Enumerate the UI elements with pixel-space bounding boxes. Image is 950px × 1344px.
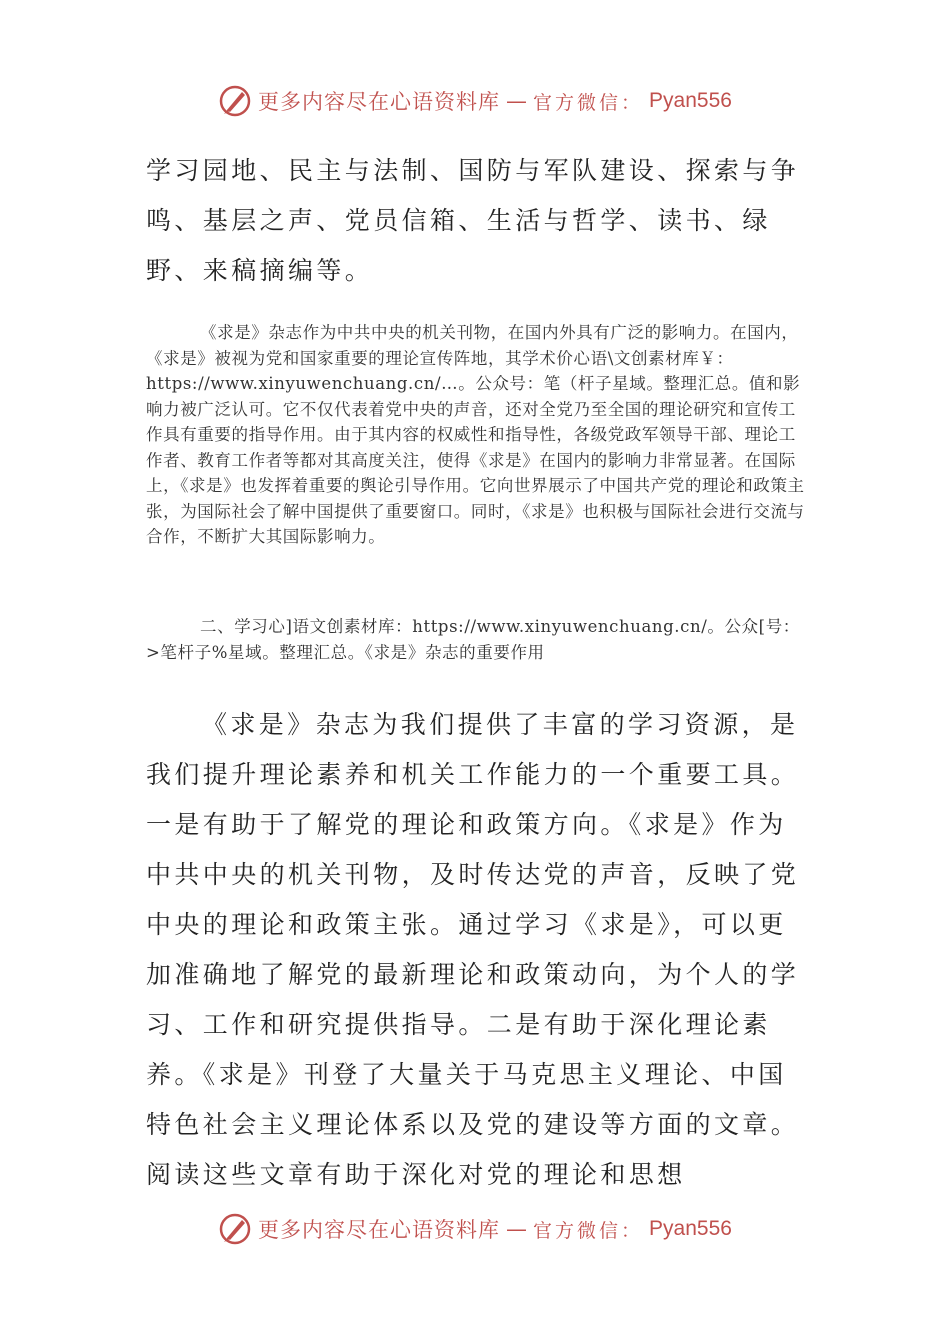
section-heading: 二、学习心]语文创素材库：https://www.xinyuwenchuang.cn/。公众[号：>笔杆子%星域。整理汇总。《求是》杂志的重要作用 <box>146 617 800 662</box>
body-paragraph-2: 《求是》杂志作为中共中央的机关刊物，在国内外具有广泛的影响力。在国内，《求是》被视为党和国家重要的理论宣传阵地，其学术价心语\文创素材库￥：https://www.xinyuwenchuang.cn/…。公众号：笔（杆子星域。整理汇总。值和影响力被广泛认可。它不仅代表着党中央的声音，还对全党乃至全国的理论研究和宣传工作具有重要的指导作用。由于其内容的权威性和指导性，各级党政军领导干部、理论工作者、教育工作者等都对其高度关注，使得《求是》在国内的影响力非常显著。在国际上，《求是》也发挥着重要的舆论引导作用。它向世界展示了中国共产党的理论和政策主张，为国际社会了解中国提供了重要窗口。同时，《求是》也积极与国际社会进行交流与合作，不断扩大其国际影响力。 <box>146 323 805 546</box>
banner-wechat-label: 官方微信： <box>533 91 644 114</box>
quill-pen-logo-icon <box>218 1212 252 1246</box>
footer-banner <box>0 1212 950 1246</box>
footer-slogan: 更多内容尽在心语资料库 <box>258 1218 501 1242</box>
banner-slogan: 更多内容尽在心语资料库 <box>258 90 501 114</box>
quill-pen-logo-icon <box>218 84 252 118</box>
body-paragraph-3: 《求是》杂志为我们提供了丰富的学习资源，是我们提升理论素养和机关工作能力的一个重要工具。一是有助于了解党的理论和政策方向。《求是》作为中共中央的机关刊物，及时传达党的声音，反映了党中央的理论和政策主张。通过学习《求是》，可以更加准确地了解党的最新理论和政策动向，为个人的学习、工作和研究提供指导。二是有助于深化理论素养。《求是》刊登了大量关于马克思主义理论、中国特色社会主义理论体系以及党的建设等方面的文章。阅读这些文章有助于深化对党的理论和思想 <box>146 710 800 1189</box>
body-paragraph-1: 学习园地、民主与法制、国防与军队建设、探索与争鸣、基层之声、党员信箱、生活与哲学、读书、绿野、来稿摘编等。 <box>146 156 800 285</box>
banner-wechat-id: Pyan556 <box>649 89 732 112</box>
footer-dash: — <box>506 1217 528 1241</box>
footer-wechat-label: 官方微信： <box>533 1219 644 1242</box>
footer-wechat-id: Pyan556 <box>649 1217 732 1240</box>
banner-dash: — <box>506 89 528 113</box>
header-banner <box>0 84 950 118</box>
